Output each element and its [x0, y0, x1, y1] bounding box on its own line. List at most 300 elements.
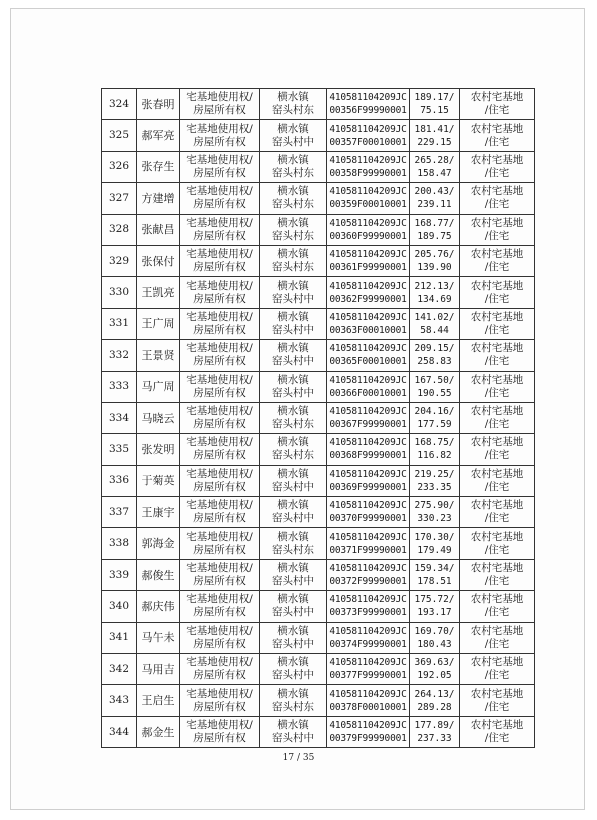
area-line-1: 159.34/	[414, 563, 455, 575]
record-number-cell: 342	[102, 654, 137, 685]
location-line-2: 窑头村中	[272, 512, 314, 525]
parcel-code-line-1: 410581104209JC	[329, 343, 407, 355]
land-use-line-2: /住宅	[484, 261, 510, 274]
record-number-cell: 329	[102, 245, 137, 276]
land-use-line-1: 农村宅基地	[470, 216, 524, 229]
land-use-cell	[460, 654, 535, 685]
area-cell	[410, 371, 460, 402]
right-type-line-2: 房屋所有权	[193, 669, 246, 682]
land-use-cell	[460, 622, 535, 653]
area-cell	[410, 183, 460, 214]
location-line-2: 窑头村中	[272, 606, 314, 619]
area-line-2: 330.23	[417, 513, 452, 525]
right-type-cell	[180, 89, 260, 120]
parcel-code-line-1: 410581104209JC	[329, 468, 407, 480]
owner-name-cell: 张发明	[137, 434, 180, 465]
parcel-code-line-1: 410581104209JC	[329, 594, 407, 606]
right-type-line-1: 宅基地使用权/	[186, 687, 253, 700]
land-use-line-2: /住宅	[484, 418, 510, 431]
record-number-cell: 326	[102, 151, 137, 182]
right-type-line-2: 房屋所有权	[193, 732, 246, 744]
location-line-1: 横水镇	[277, 467, 309, 480]
land-use-cell	[460, 591, 535, 622]
land-use-line-2: /住宅	[484, 449, 510, 462]
parcel-code-cell	[327, 89, 410, 120]
area-line-2: 58.44	[420, 324, 449, 336]
area-line-1: 181.41/	[414, 123, 455, 135]
land-use-cell	[460, 402, 535, 433]
land-use-line-2: /住宅	[484, 386, 510, 399]
land-use-line-2: /住宅	[484, 637, 510, 650]
table-row	[102, 245, 535, 276]
land-use-line-1: 农村宅基地	[470, 656, 524, 669]
area-line-2: 178.51	[417, 576, 452, 588]
location-cell	[260, 465, 327, 496]
location-line-2: 窑头村中	[272, 669, 314, 682]
parcel-code-line-2: 00365F00010001	[329, 356, 407, 368]
land-use-line-2: /住宅	[484, 575, 510, 588]
land-use-cell	[460, 716, 535, 747]
location-line-1: 横水镇	[277, 342, 309, 355]
document-page	[10, 8, 585, 810]
land-use-line-2: /住宅	[484, 229, 510, 242]
location-line-2: 窑头村中	[272, 575, 314, 588]
land-use-cell	[460, 245, 535, 276]
right-type-line-2: 房屋所有权	[193, 543, 246, 556]
right-type-line-1: 宅基地使用权/	[186, 656, 253, 669]
record-number-cell: 337	[102, 497, 137, 528]
area-line-1: 265.28/	[414, 154, 455, 166]
location-line-2: 窑头村东	[272, 198, 314, 211]
area-line-2: 289.28	[417, 701, 452, 713]
location-line-2: 窑头村东	[272, 229, 314, 242]
table-row	[102, 308, 535, 339]
right-type-cell	[180, 716, 260, 747]
location-cell	[260, 559, 327, 590]
right-type-line-1: 宅基地使用权/	[186, 216, 253, 229]
location-line-2: 窑头村中	[272, 386, 314, 399]
land-use-line-1: 农村宅基地	[470, 436, 524, 449]
location-cell	[260, 89, 327, 120]
area-line-1: 200.43/	[414, 186, 455, 198]
owner-name-cell: 王凯亮	[137, 277, 180, 308]
land-use-line-2: /住宅	[484, 355, 510, 368]
land-use-line-2: /住宅	[484, 166, 510, 179]
parcel-code-line-2: 00357F00010001	[329, 136, 407, 148]
land-use-line-1: 农村宅基地	[470, 499, 524, 512]
record-number-cell: 334	[102, 402, 137, 433]
location-line-2: 窑头村中	[272, 480, 314, 493]
right-type-line-1: 宅基地使用权/	[186, 405, 253, 418]
area-cell	[410, 685, 460, 716]
location-line-2: 窑头村中	[272, 637, 314, 650]
area-line-1: 170.30/	[414, 531, 455, 543]
land-use-line-1: 农村宅基地	[470, 373, 524, 386]
location-line-1: 横水镇	[277, 719, 309, 731]
land-use-line-2: /住宅	[484, 480, 510, 493]
parcel-code-line-2: 00360F99990001	[329, 230, 407, 242]
location-cell	[260, 622, 327, 653]
parcel-code-cell	[327, 371, 410, 402]
record-number-cell: 332	[102, 340, 137, 371]
table-row	[102, 559, 535, 590]
land-use-line-2: /住宅	[484, 323, 510, 336]
area-line-1: 205.76/	[414, 249, 455, 261]
location-cell	[260, 151, 327, 182]
area-cell	[410, 277, 460, 308]
right-type-line-2: 房屋所有权	[193, 292, 246, 305]
area-cell	[410, 402, 460, 433]
location-line-1: 横水镇	[277, 279, 309, 292]
record-number-cell: 327	[102, 183, 137, 214]
parcel-code-line-1: 410581104209JC	[329, 311, 407, 323]
area-cell	[410, 214, 460, 245]
area-line-2: 233.35	[417, 481, 452, 493]
land-use-line-2: /住宅	[484, 512, 510, 525]
land-use-cell	[460, 308, 535, 339]
right-type-cell	[180, 371, 260, 402]
record-number-cell: 335	[102, 434, 137, 465]
record-number-cell: 328	[102, 214, 137, 245]
parcel-code-line-1: 410581104209JC	[329, 688, 407, 700]
owner-name-cell: 郝庆伟	[137, 591, 180, 622]
right-type-line-2: 房屋所有权	[193, 386, 246, 399]
land-use-line-2: /住宅	[484, 606, 510, 619]
right-type-line-2: 房屋所有权	[193, 480, 246, 493]
right-type-line-1: 宅基地使用权/	[186, 624, 253, 637]
area-line-2: 179.49	[417, 544, 452, 556]
parcel-code-line-1: 410581104209JC	[329, 625, 407, 637]
location-line-2: 窑头村东	[272, 418, 314, 431]
location-line-1: 横水镇	[277, 248, 309, 261]
right-type-cell	[180, 559, 260, 590]
location-line-1: 横水镇	[277, 122, 309, 135]
right-type-cell	[180, 591, 260, 622]
parcel-code-line-2: 00372F99990001	[329, 576, 407, 588]
land-use-line-1: 农村宅基地	[470, 562, 524, 575]
area-line-2: 134.69	[417, 293, 452, 305]
area-line-2: 229.15	[417, 136, 452, 148]
parcel-code-cell	[327, 622, 410, 653]
right-type-line-1: 宅基地使用权/	[186, 719, 253, 731]
location-cell	[260, 371, 327, 402]
right-type-line-2: 房屋所有权	[193, 261, 246, 274]
land-use-cell	[460, 497, 535, 528]
location-line-1: 横水镇	[277, 562, 309, 575]
area-cell	[410, 591, 460, 622]
owner-name-cell: 马晓云	[137, 402, 180, 433]
right-type-line-1: 宅基地使用权/	[186, 499, 253, 512]
area-cell	[410, 340, 460, 371]
area-cell	[410, 120, 460, 151]
right-type-line-2: 房屋所有权	[193, 104, 246, 117]
location-cell	[260, 214, 327, 245]
right-type-cell	[180, 497, 260, 528]
location-cell	[260, 340, 327, 371]
land-use-cell	[460, 371, 535, 402]
area-cell	[410, 434, 460, 465]
land-use-line-2: /住宅	[484, 543, 510, 556]
record-number-cell: 333	[102, 371, 137, 402]
table-row	[102, 340, 535, 371]
land-use-cell	[460, 277, 535, 308]
area-cell	[410, 465, 460, 496]
right-type-cell	[180, 245, 260, 276]
right-type-cell	[180, 654, 260, 685]
right-type-line-2: 房屋所有权	[193, 449, 246, 462]
right-type-line-2: 房屋所有权	[193, 575, 246, 588]
location-cell	[260, 434, 327, 465]
record-number-cell: 338	[102, 528, 137, 559]
location-cell	[260, 277, 327, 308]
parcel-code-line-2: 00361F99990001	[329, 262, 407, 274]
land-use-line-2: /住宅	[484, 700, 510, 713]
land-use-cell	[460, 685, 535, 716]
right-type-cell	[180, 340, 260, 371]
owner-name-cell: 郝军亮	[137, 120, 180, 151]
land-use-cell	[460, 120, 535, 151]
parcel-code-line-1: 410581104209JC	[329, 92, 407, 104]
land-use-line-1: 农村宅基地	[470, 185, 524, 198]
table-row	[102, 214, 535, 245]
parcel-code-cell	[327, 716, 410, 747]
area-line-2: 189.75	[417, 230, 452, 242]
area-line-1: 264.13/	[414, 688, 455, 700]
location-line-1: 横水镇	[277, 185, 309, 198]
parcel-code-cell	[327, 245, 410, 276]
location-line-1: 横水镇	[277, 91, 309, 104]
area-cell	[410, 528, 460, 559]
land-use-cell	[460, 465, 535, 496]
table-row	[102, 277, 535, 308]
owner-name-cell: 郝俊生	[137, 559, 180, 590]
registration-table-body	[102, 89, 535, 748]
location-line-1: 横水镇	[277, 310, 309, 323]
table-row	[102, 716, 535, 747]
right-type-cell	[180, 528, 260, 559]
location-line-2: 窑头村东	[272, 104, 314, 117]
record-number-cell: 331	[102, 308, 137, 339]
parcel-code-cell	[327, 654, 410, 685]
location-cell	[260, 528, 327, 559]
owner-name-cell: 方建增	[137, 183, 180, 214]
table-row	[102, 497, 535, 528]
area-line-2: 180.43	[417, 638, 452, 650]
parcel-code-line-2: 00369F99990001	[329, 481, 407, 493]
land-use-line-1: 农村宅基地	[470, 342, 524, 355]
land-use-line-1: 农村宅基地	[470, 248, 524, 261]
owner-name-cell: 王启生	[137, 685, 180, 716]
land-use-cell	[460, 214, 535, 245]
location-line-2: 窑头村东	[272, 166, 314, 179]
area-line-1: 167.50/	[414, 374, 455, 386]
location-cell	[260, 308, 327, 339]
parcel-code-line-1: 410581104209JC	[329, 531, 407, 543]
parcel-code-cell	[327, 120, 410, 151]
right-type-line-2: 房屋所有权	[193, 166, 246, 179]
right-type-line-2: 房屋所有权	[193, 418, 246, 431]
table-row	[102, 685, 535, 716]
parcel-code-line-2: 00362F99990001	[329, 293, 407, 305]
right-type-cell	[180, 277, 260, 308]
parcel-code-cell	[327, 277, 410, 308]
location-line-2: 窑头村东	[272, 700, 314, 713]
area-line-2: 192.05	[417, 670, 452, 682]
location-line-1: 横水镇	[277, 216, 309, 229]
registration-table	[101, 88, 535, 748]
parcel-code-line-2: 00356F99990001	[329, 105, 407, 117]
parcel-code-cell	[327, 591, 410, 622]
area-line-1: 141.02/	[414, 311, 455, 323]
land-use-line-1: 农村宅基地	[470, 405, 524, 418]
location-cell	[260, 685, 327, 716]
right-type-line-1: 宅基地使用权/	[186, 467, 253, 480]
land-use-line-1: 农村宅基地	[470, 530, 524, 543]
area-line-2: 239.11	[417, 199, 452, 211]
owner-name-cell: 王景贤	[137, 340, 180, 371]
land-use-cell	[460, 434, 535, 465]
parcel-code-line-2: 00366F00010001	[329, 387, 407, 399]
parcel-code-cell	[327, 402, 410, 433]
record-number-cell: 324	[102, 89, 137, 120]
table-row	[102, 591, 535, 622]
parcel-code-line-1: 410581104209JC	[329, 217, 407, 229]
right-type-line-1: 宅基地使用权/	[186, 91, 253, 104]
land-use-cell	[460, 340, 535, 371]
area-line-2: 158.47	[417, 167, 452, 179]
area-line-2: 190.55	[417, 387, 452, 399]
parcel-code-line-1: 410581104209JC	[329, 720, 407, 731]
location-line-1: 横水镇	[277, 405, 309, 418]
parcel-code-line-2: 00379F99990001	[329, 733, 407, 744]
parcel-code-line-1: 410581104209JC	[329, 563, 407, 575]
owner-name-cell: 张献昌	[137, 214, 180, 245]
land-use-line-2: /住宅	[484, 198, 510, 211]
table-row	[102, 120, 535, 151]
record-number-cell: 343	[102, 685, 137, 716]
right-type-line-1: 宅基地使用权/	[186, 122, 253, 135]
land-use-line-2: /住宅	[484, 732, 510, 744]
owner-name-cell: 郭海金	[137, 528, 180, 559]
record-number-cell: 341	[102, 622, 137, 653]
location-line-2: 窑头村东	[272, 449, 314, 462]
right-type-cell	[180, 622, 260, 653]
area-line-2: 75.15	[420, 105, 449, 117]
location-line-2: 窑头村中	[272, 323, 314, 336]
parcel-code-cell	[327, 151, 410, 182]
parcel-code-line-1: 410581104209JC	[329, 500, 407, 512]
land-use-line-2: /住宅	[484, 669, 510, 682]
parcel-code-line-1: 410581104209JC	[329, 249, 407, 261]
parcel-code-line-2: 00370F99990001	[329, 513, 407, 525]
right-type-line-2: 房屋所有权	[193, 637, 246, 650]
area-cell	[410, 497, 460, 528]
table-row	[102, 151, 535, 182]
area-cell	[410, 151, 460, 182]
area-line-2: 139.90	[417, 262, 452, 274]
table-row	[102, 371, 535, 402]
location-line-1: 横水镇	[277, 656, 309, 669]
owner-name-cell: 马用吉	[137, 654, 180, 685]
right-type-cell	[180, 120, 260, 151]
right-type-cell	[180, 434, 260, 465]
land-use-line-1: 农村宅基地	[470, 624, 524, 637]
area-line-1: 169.70/	[414, 625, 455, 637]
land-use-line-1: 农村宅基地	[470, 279, 524, 292]
table-row	[102, 89, 535, 120]
right-type-line-1: 宅基地使用权/	[186, 373, 253, 386]
right-type-cell	[180, 214, 260, 245]
parcel-code-cell	[327, 465, 410, 496]
area-cell	[410, 622, 460, 653]
location-line-2: 窑头村中	[272, 292, 314, 305]
record-number-cell: 336	[102, 465, 137, 496]
right-type-line-1: 宅基地使用权/	[186, 153, 253, 166]
right-type-line-1: 宅基地使用权/	[186, 185, 253, 198]
parcel-code-line-1: 410581104209JC	[329, 123, 407, 135]
right-type-cell	[180, 465, 260, 496]
parcel-code-line-1: 410581104209JC	[329, 406, 407, 418]
parcel-code-cell	[327, 434, 410, 465]
owner-name-cell: 王广周	[137, 308, 180, 339]
area-line-1: 369.63/	[414, 657, 455, 669]
location-line-1: 横水镇	[277, 530, 309, 543]
right-type-line-2: 房屋所有权	[193, 512, 246, 525]
parcel-code-line-2: 00367F99990001	[329, 419, 407, 431]
right-type-cell	[180, 685, 260, 716]
parcel-code-line-2: 00358F99990001	[329, 167, 407, 179]
right-type-line-2: 房屋所有权	[193, 198, 246, 211]
land-use-line-2: /住宅	[484, 292, 510, 305]
area-line-1: 175.72/	[414, 594, 455, 606]
parcel-code-line-2: 00374F99990001	[329, 638, 407, 650]
location-line-1: 横水镇	[277, 593, 309, 606]
location-cell	[260, 245, 327, 276]
parcel-code-cell	[327, 308, 410, 339]
parcel-code-line-1: 410581104209JC	[329, 657, 407, 669]
right-type-line-1: 宅基地使用权/	[186, 279, 253, 292]
area-cell	[410, 559, 460, 590]
right-type-line-1: 宅基地使用权/	[186, 562, 253, 575]
owner-name-cell: 张春明	[137, 89, 180, 120]
parcel-code-cell	[327, 183, 410, 214]
record-number-cell: 340	[102, 591, 137, 622]
parcel-code-cell	[327, 214, 410, 245]
land-use-line-1: 农村宅基地	[470, 310, 524, 323]
location-line-2: 窑头村东	[272, 543, 314, 556]
location-cell	[260, 497, 327, 528]
right-type-line-1: 宅基地使用权/	[186, 248, 253, 261]
location-line-1: 横水镇	[277, 436, 309, 449]
owner-name-cell: 张存生	[137, 151, 180, 182]
location-cell	[260, 591, 327, 622]
location-cell	[260, 402, 327, 433]
area-line-1: 275.90/	[414, 500, 455, 512]
right-type-cell	[180, 402, 260, 433]
parcel-code-line-2: 00373F99990001	[329, 607, 407, 619]
land-use-line-2: /住宅	[484, 104, 510, 117]
table-row	[102, 528, 535, 559]
right-type-line-1: 宅基地使用权/	[186, 530, 253, 543]
parcel-code-line-2: 00378F00010001	[329, 701, 407, 713]
parcel-code-line-2: 00371F99990001	[329, 544, 407, 556]
area-cell	[410, 245, 460, 276]
location-cell	[260, 183, 327, 214]
area-line-2: 177.59	[417, 419, 452, 431]
right-type-line-1: 宅基地使用权/	[186, 310, 253, 323]
area-line-1: 168.77/	[414, 217, 455, 229]
table-row	[102, 183, 535, 214]
